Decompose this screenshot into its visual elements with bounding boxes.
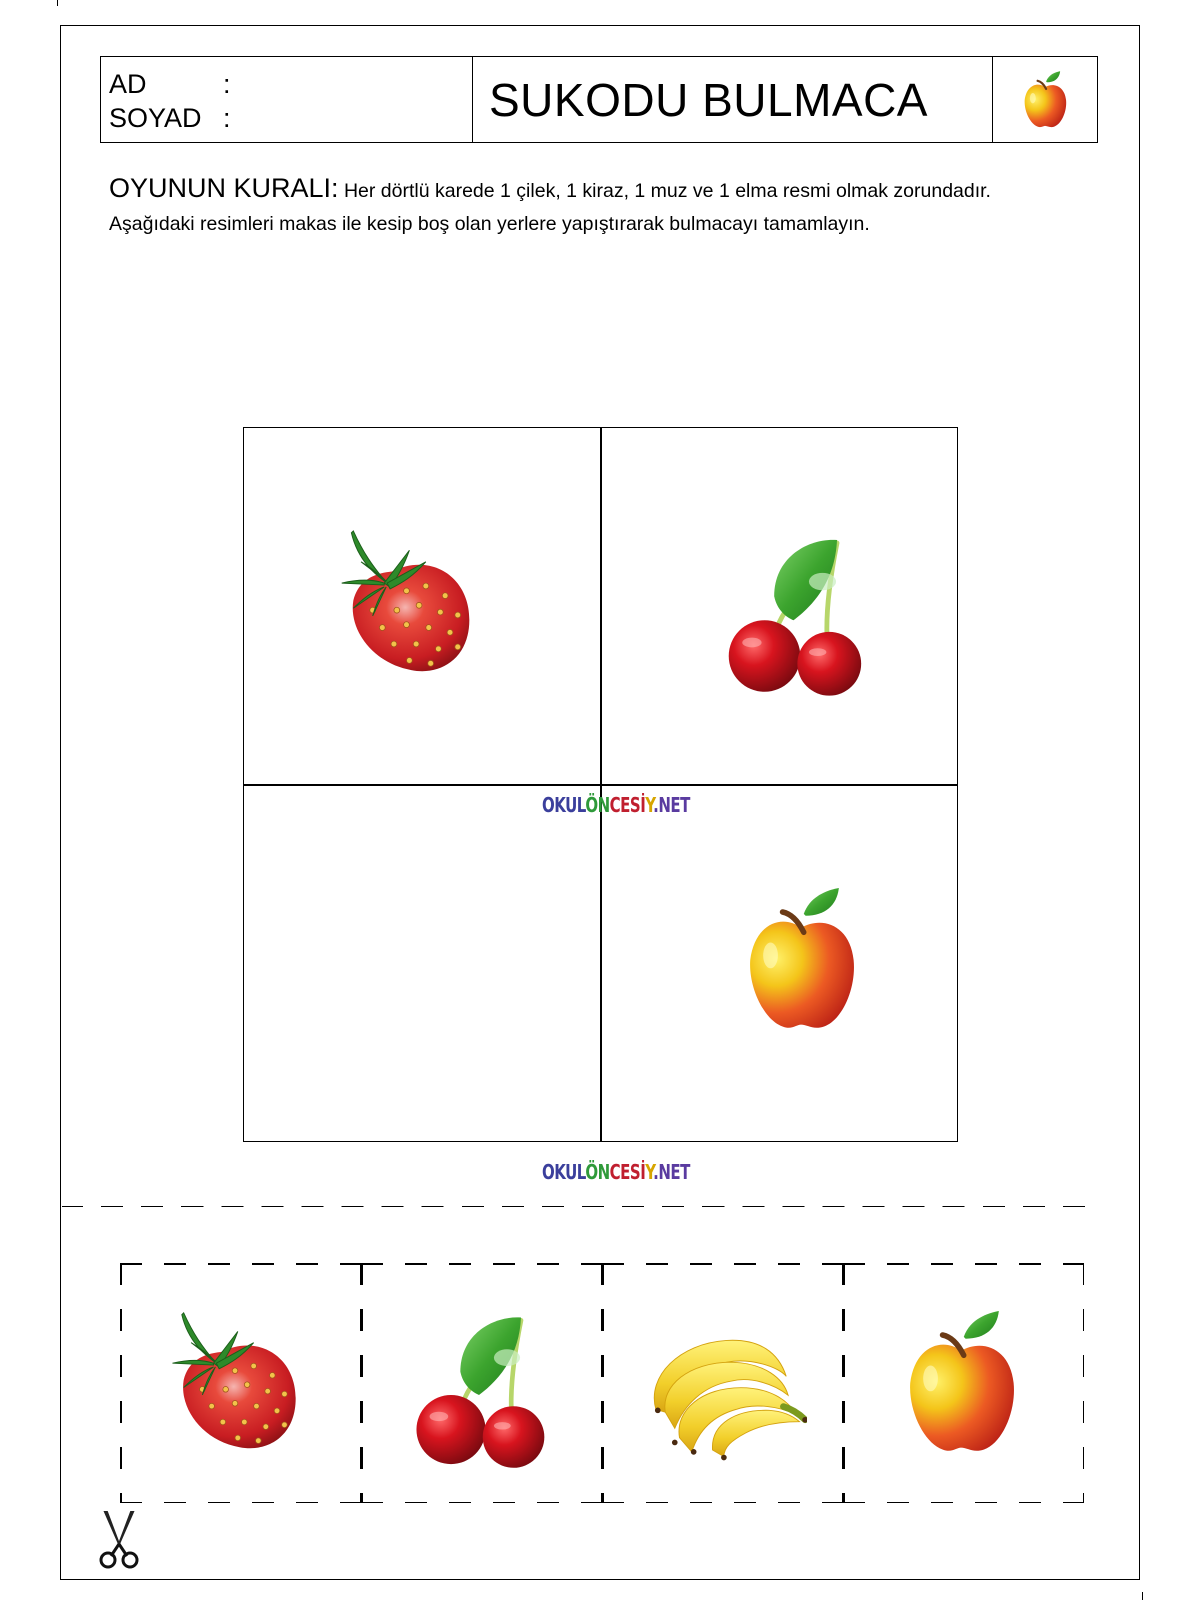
scissors-icon — [97, 1510, 141, 1570]
cherry-icon — [721, 528, 866, 698]
page-title: SUKODU BULMACA — [473, 57, 993, 142]
banana-icon — [637, 1318, 807, 1463]
cutout-cherry[interactable] — [361, 1263, 602, 1503]
apple-icon — [741, 885, 861, 1035]
cut-line — [62, 1206, 1102, 1207]
grid-cell-bottom-right — [601, 785, 957, 1141]
apple-icon — [1021, 70, 1069, 130]
grid-cell-top-right — [601, 428, 957, 784]
rules-text: Her dörtlü karede 1 çilek, 1 kiraz, 1 muz ve 1 elma resmi olmak zorundadır. Aşağıdaki resimleri makas ile kesip boş olan yerlere yapıştırarak bulmacayı tamamlayın. — [109, 180, 991, 235]
watermark: OKULÖNCESİY.NET — [542, 793, 690, 818]
surname-colon: : — [223, 103, 231, 133]
rules-heading: OYUNUN KURALI: — [109, 173, 339, 203]
sudoku-grid — [243, 427, 958, 1142]
strawberry-icon — [334, 523, 479, 678]
header-logo — [993, 57, 1097, 142]
cutout-apple[interactable] — [843, 1263, 1084, 1503]
strawberry-icon — [165, 1305, 305, 1455]
grid-cell-bottom-left-empty[interactable] — [244, 785, 600, 1141]
cutout-strawberry[interactable] — [120, 1263, 361, 1503]
name-fields — [101, 57, 473, 142]
watermark: OKULÖNCESİY.NET — [542, 1160, 690, 1185]
cutout-banana[interactable] — [602, 1263, 843, 1503]
game-rules — [109, 172, 1009, 241]
crop-mark — [1142, 1592, 1143, 1600]
crop-mark — [57, 0, 58, 6]
surname-label: SOYAD — [109, 103, 202, 133]
cherry-icon — [409, 1303, 549, 1473]
name-label: AD — [109, 69, 147, 99]
apple-icon — [901, 1303, 1021, 1463]
grid-cell-top-left — [244, 428, 600, 784]
name-colon: : — [223, 69, 231, 99]
header-table — [100, 56, 1098, 143]
grid-divider-horizontal — [244, 784, 957, 786]
cutout-pieces — [120, 1263, 1085, 1503]
